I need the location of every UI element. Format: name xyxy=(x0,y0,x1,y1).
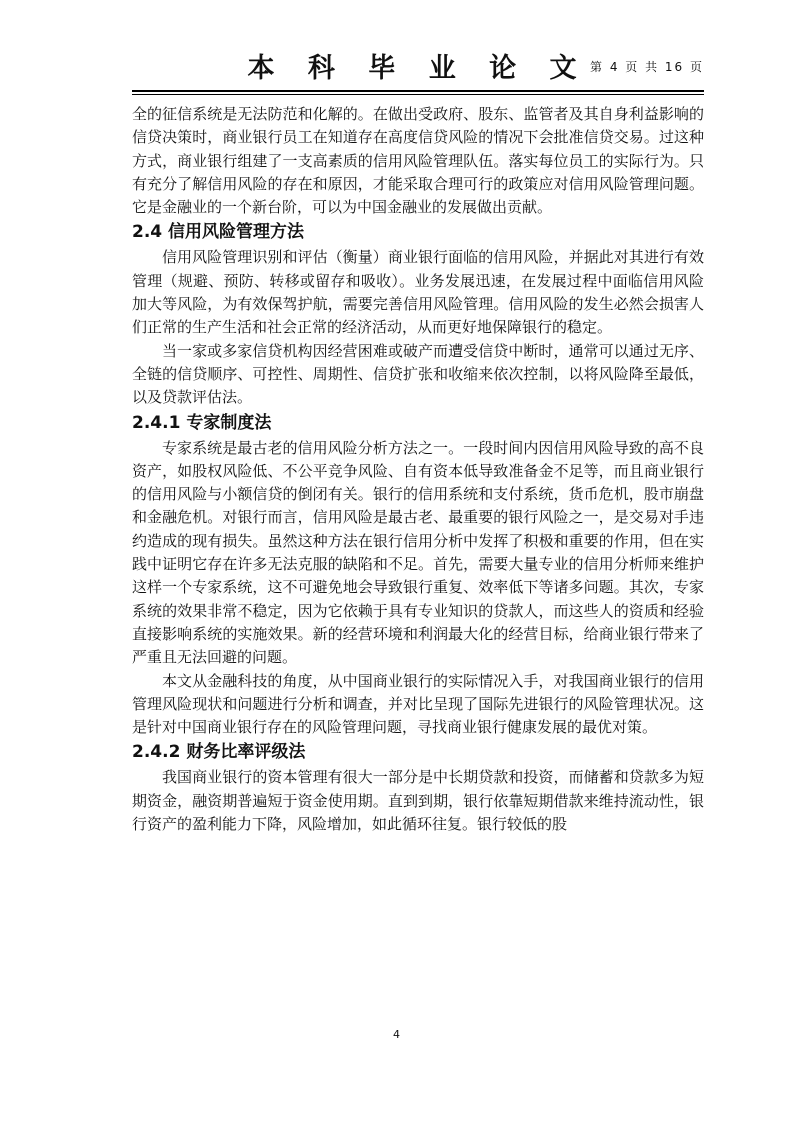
paragraph: 当一家或多家信贷机构因经营困难或破产而遭受信贷中断时，通常可以通过无序、全链的信贷顺序、可控性、周期性、信贷扩张和收缩来依次控制，以将风险降至最低，以及贷款评估法。 xyxy=(132,341,704,407)
paragraph: 信用风险管理识别和评估（衡量）商业银行面临的信用风险，并据此对其进行有效管理（规避、预防、转移或留存和吸收）。业务发展迅速，在发展过程中面临信用风险加大等风险，为有效保驾护航，需要完善信用风险管理。信用风险的发生必然会损害人们正常的生产生活和社会正常的经济活动，从而更好地保障银行的稳定。 xyxy=(132,248,704,337)
page-header xyxy=(132,50,704,94)
section-heading-2-4-2: 2.4.2 财务比率评级法 xyxy=(132,742,306,763)
paragraph-continued: 全的征信系统是无法防范和化解的。在做出受政府、股东、监管者及其自身利益影响的信贷决策时，商业银行员工在知道存在高度信贷风险的情况下会批准信贷交易。过这种方式，商业银行组建了一支高素质的信用风险管理队伍。落实每位员工的实际行为。只有充分了解信用风险的存在和原因，才能采取合理可行的政策应对信用风险管理问题。它是金融业的一个新台阶，可以为中国金融业的发展做出贡献。 xyxy=(132,105,704,217)
paragraph: 专家系统是最古老的信用风险分析方法之一。一段时间内因信用风险导致的高不良资产，如股权风险低、不公平竞争风险、自有资本低导致准备金不足等，而且商业银行的信用风险与小额信贷的倒闭有关。银行的信用系统和支付系统，货币危机，股市崩盘和金融危机。对银行而言，信用风险是最古老、最重要的银行风险之一，是交易对手违约造成的现有损失。虽然这种方法在银行信用分析中发挥了积极和重要的作用，但在实践中证明它存在许多无法克服的缺陷和不足。首先，需要大量专业的信用分析师来维护这样一个专家系统，这不可避免地会导致银行重复、效率低下等诸多问题。其次，专家系统的效果非常不稳定，因为它依赖于具有专业知识的贷款人，而这些人的资质和经验直接影响系统的实施效果。新的经营环境和利润最大化的经营目标，给商业银行带来了严重且无法回避的问题。 xyxy=(132,438,704,667)
section-heading-2-4: 2.4 信用风险管理方法 xyxy=(132,222,305,243)
paragraph: 我国商业银行的资本管理有很大一部分是中长期贷款和投资，而储蓄和贷款多为短期资金，融资期普遍短于资金使用期。直到到期，银行依靠短期借款来维持流动性，银行资产的盈利能力下降，风险增加，如此循环往复。银行较低的股 xyxy=(132,768,704,834)
page-counter: 第 4 页 共 16 页 xyxy=(590,60,704,74)
header-rule-thin xyxy=(132,94,704,95)
paragraph: 本文从金融科技的角度，从中国商业银行的实际情况入手，对我国商业银行的信用管理风险现状和问题进行分析和调查，并对比呈现了国际先进银行的风险管理状况。这是针对中国商业银行存在的风险管理问题，寻找商业银行健康发展的最优对策。 xyxy=(132,671,704,737)
section-heading-2-4-1: 2.4.1 专家制度法 xyxy=(132,412,272,433)
header-rule-thick xyxy=(132,90,704,92)
thesis-title: 本 科 毕 业 论 文 xyxy=(247,53,589,84)
footer-page-number: 4 xyxy=(393,1028,400,1041)
body-content xyxy=(132,103,704,836)
